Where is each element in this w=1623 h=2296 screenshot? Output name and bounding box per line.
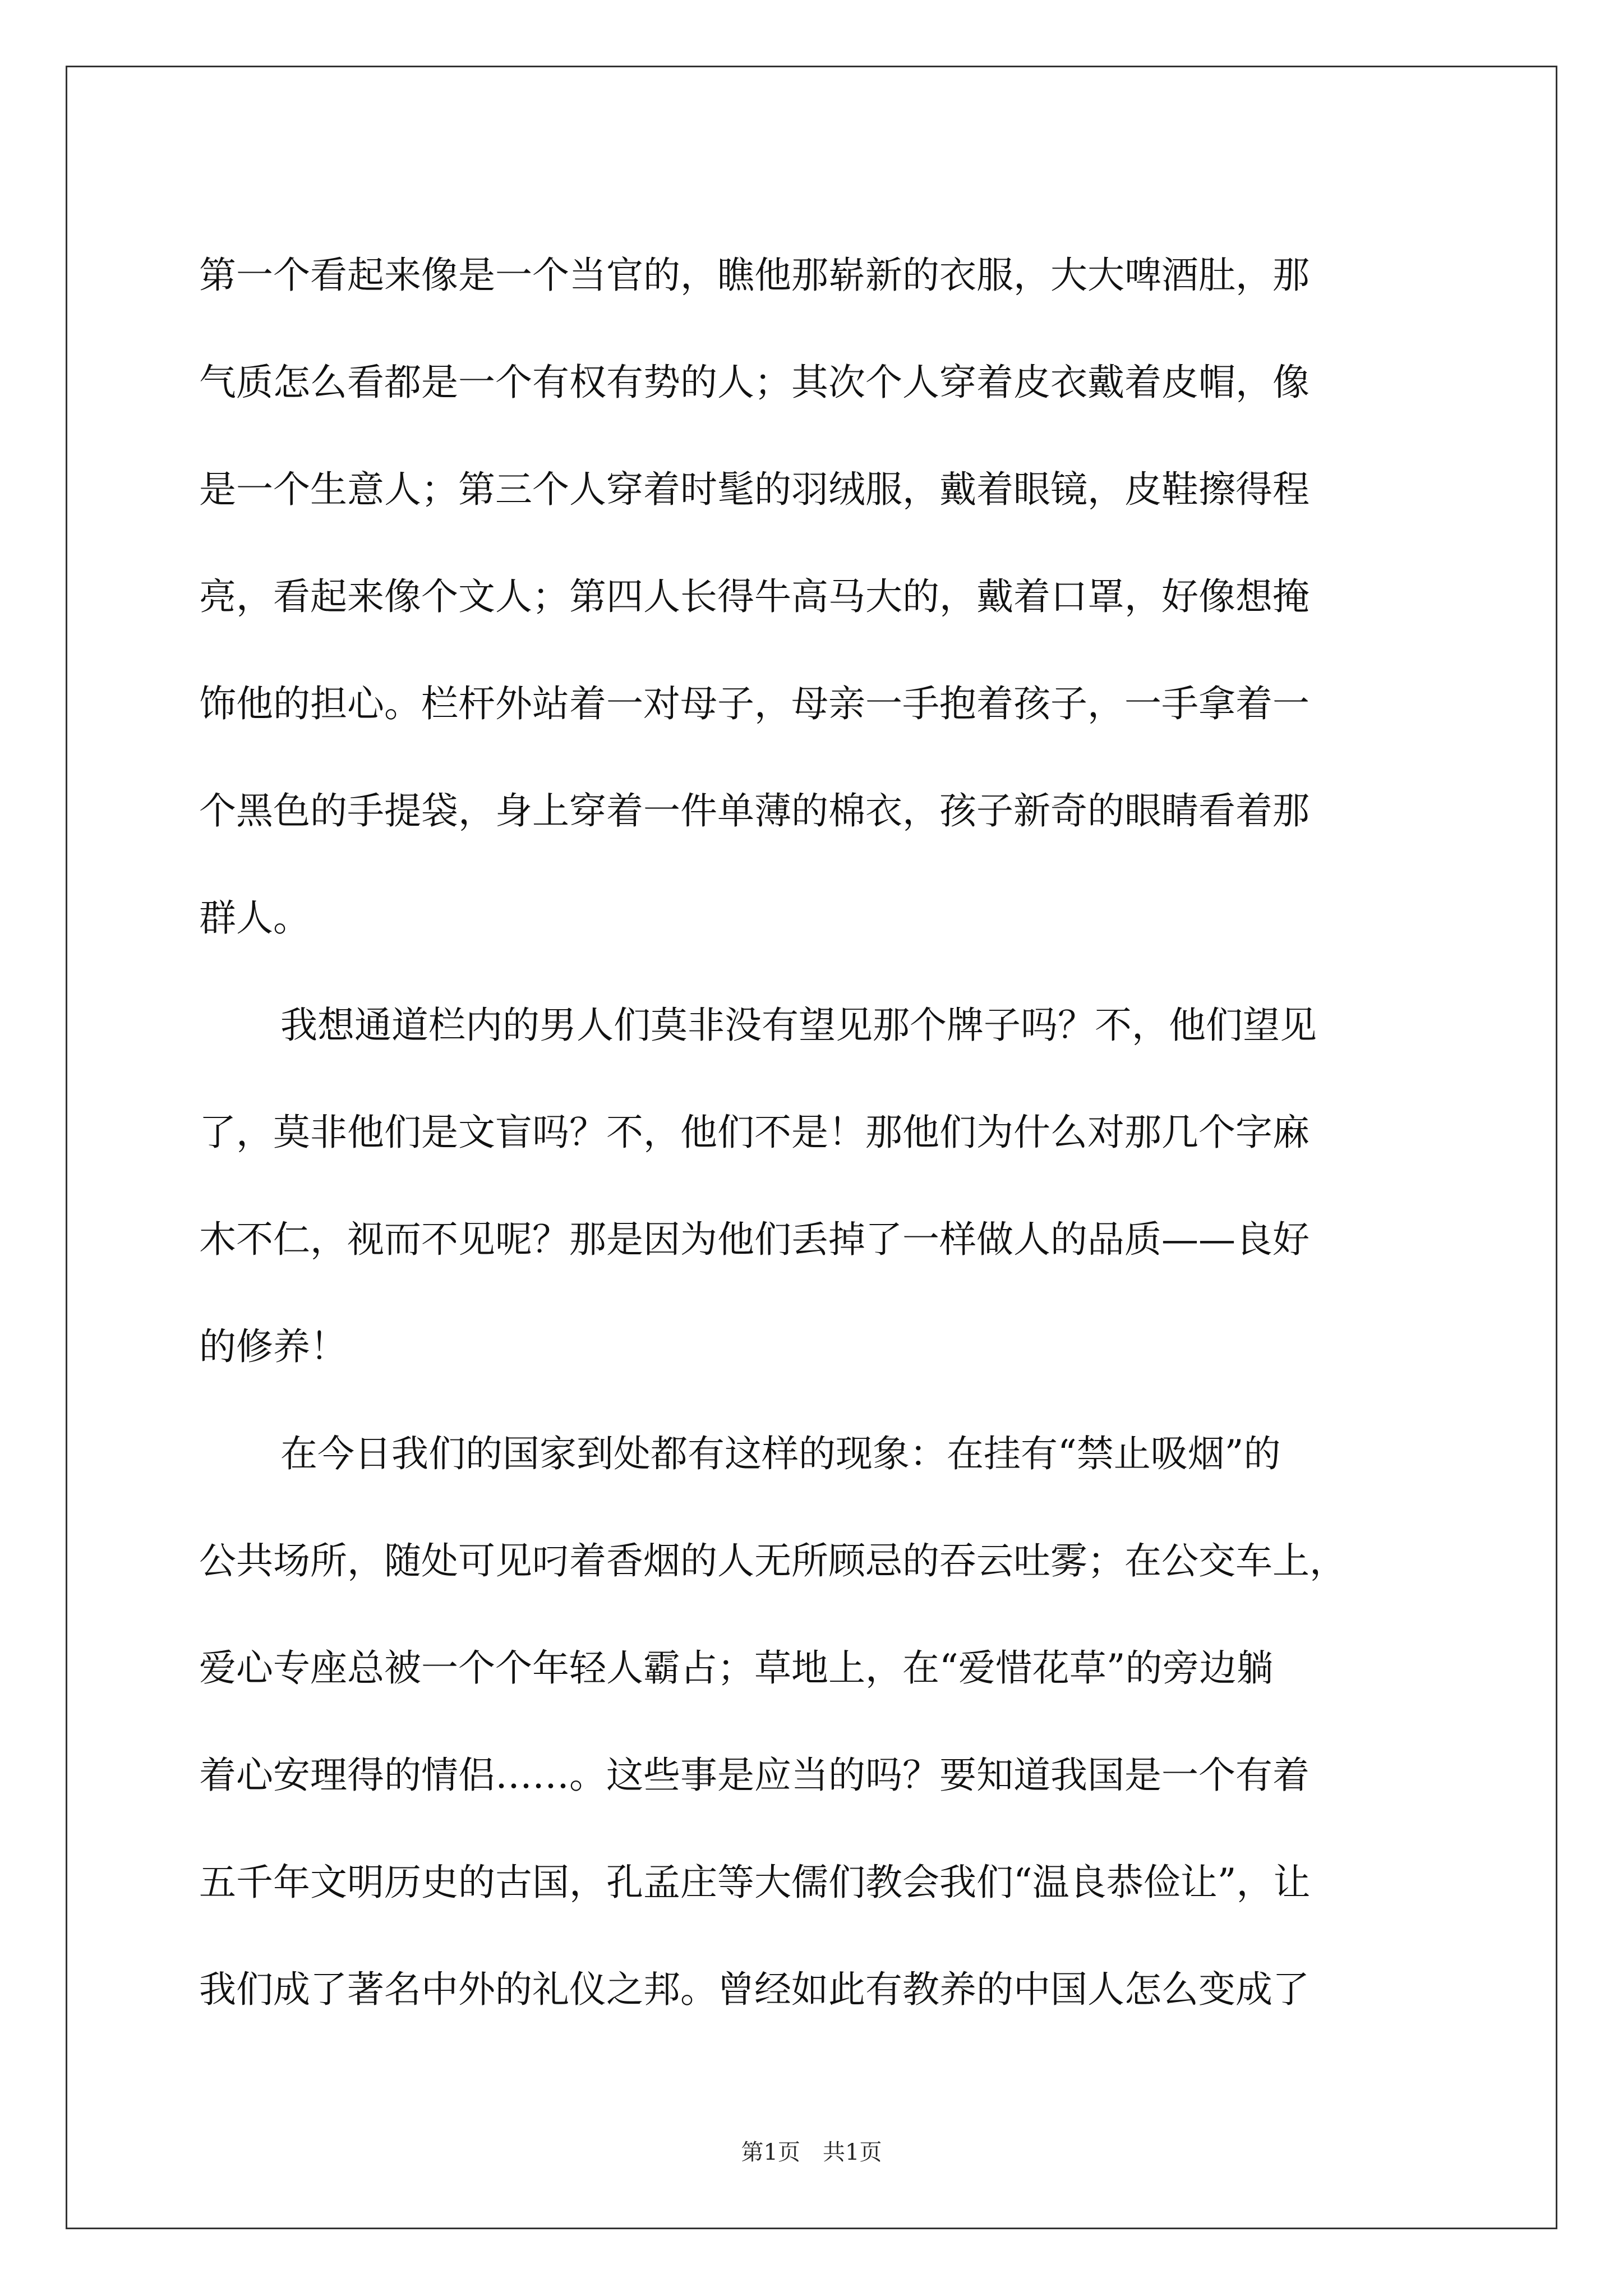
paragraph-first-line: 我想通道栏内的男人们莫非没有望见那个牌子吗？不，他们望见 bbox=[280, 1004, 1317, 1047]
text-line: 爱心专座总被一个个年轻人霸占；草地上，在“爱惜花草”的旁边躺 bbox=[199, 1646, 1274, 1690]
paragraph-first-line: 在今日我们的国家到处都有这样的现象：在挂有“禁止吸烟”的 bbox=[280, 1432, 1281, 1475]
text-line: 群人。 bbox=[199, 896, 310, 940]
text-line: 个黑色的手提袋，身上穿着一件单薄的棉衣，孩子新奇的眼睛看着那 bbox=[199, 789, 1310, 832]
text-line: 了，莫非他们是文盲吗？不，他们不是！那他们为什么对那几个字麻 bbox=[199, 1111, 1310, 1154]
body-text bbox=[199, 222, 1433, 2043]
text-line: 五千年文明历史的古国，孔孟庄等大儒们教会我们“温良恭俭让”，让 bbox=[199, 1861, 1311, 1904]
text-line: 亮，看起来像个文人；第四人长得牛高马大的，戴着口罩，好像想掩 bbox=[199, 575, 1310, 618]
page-footer: 第1页 共1页 bbox=[741, 2139, 882, 2165]
text-line: 气质怎么看都是一个有权有势的人；其次个人穿着皮衣戴着皮帽，像 bbox=[199, 361, 1310, 404]
text-line: 是一个生意人；第三个人穿着时髦的羽绒服，戴着眼镜，皮鞋擦得程 bbox=[199, 468, 1310, 511]
text-line: 的修养！ bbox=[199, 1325, 347, 1368]
text-line: 饰他的担心。栏杆外站着一对母子，母亲一手抱着孩子，一手拿着一 bbox=[199, 682, 1310, 725]
text-line: 木不仁，视而不见呢？那是因为他们丢掉了一样做人的品质——良好 bbox=[199, 1218, 1310, 1261]
text-line: 我们成了著名中外的礼仪之邦。曾经如此有教养的中国人怎么变成了 bbox=[199, 1968, 1310, 2011]
text-line: 着心安理得的情侣……。这些事是应当的吗？要知道我国是一个有着 bbox=[199, 1754, 1310, 1797]
text-line: 第一个看起来像是一个当官的，瞧他那崭新的衣服，大大啤酒肚，那 bbox=[199, 254, 1310, 297]
text-line: 公共场所，随处可见叼着香烟的人无所顾忌的吞云吐雾；在公交车上， bbox=[199, 1539, 1347, 1582]
